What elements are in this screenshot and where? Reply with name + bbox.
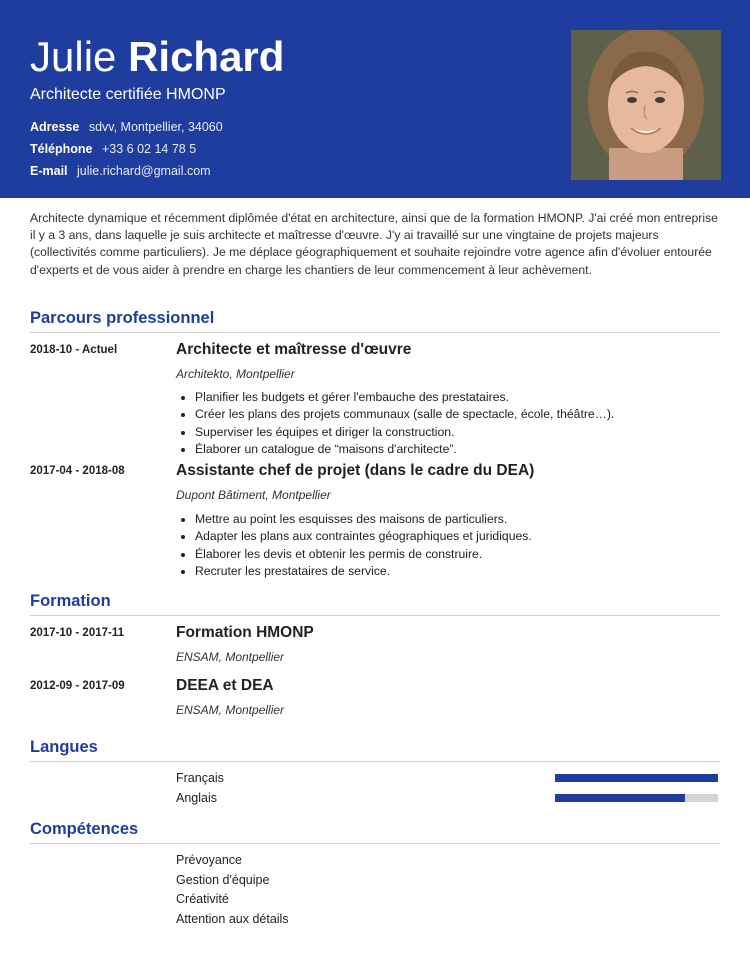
section-title-languages: Langues	[30, 737, 720, 762]
profile-summary: Architecte dynamique et récemment diplômée d'état en architecture, ainsi que de la formation HMONP. J'ai créé mon entreprise il y a 3 ans, dans laquelle je suis architecte et maîtresse d'œuvre. J'y ai travaillé sur une vingtaine de projets majeurs (collectivités comme particuliers). Je me déplace géographiquement et souhaite rejoindre votre agence afin d'évoluer entourée d'experts et de vous aider à prendre en charge les chantiers de leur commencement à leur achèvement.	[30, 211, 718, 277]
task-item: • Mettre au point les esquisses des maisons de particuliers.	[195, 511, 532, 528]
education-school: ENSAM, Montpellier	[176, 650, 285, 664]
task-item: • Créer les plans des projets communaux (salle de spectacle, école, théâtre…).	[195, 406, 614, 423]
education-degree: Formation HMONP	[176, 624, 314, 641]
contact-label: Adresse	[30, 120, 80, 134]
task-item: • Élaborer les devis et obtenir les permis de construire.	[195, 546, 532, 563]
language-level-fill	[555, 774, 718, 782]
experience-tasks	[176, 511, 532, 580]
first-name: Julie	[30, 33, 117, 80]
skill-item: Attention aux détails	[176, 912, 289, 926]
task-item: • Planifier les budgets et gérer l'embauche des prestataires.	[195, 389, 614, 406]
portrait-illustration	[571, 30, 721, 180]
contact-label: Téléphone	[30, 142, 93, 156]
language-level-bar	[555, 774, 718, 782]
profile-photo	[571, 30, 721, 180]
experience-company: Architekto, Montpellier	[176, 367, 295, 381]
education-school: ENSAM, Montpellier	[176, 703, 285, 717]
experience-company: Dupont Bâtiment, Montpellier	[176, 488, 331, 502]
skill-item: Prévoyance	[176, 853, 243, 867]
education-date: 2017-10 - 2017-11	[30, 627, 124, 639]
language-name: Anglais	[176, 791, 217, 805]
contact-value: sdvv, Montpellier, 34060	[88, 120, 223, 134]
contact-label: E-mail	[30, 164, 68, 178]
task-item: • Recruter les prestataires de service.	[195, 563, 532, 580]
section-title-experience: Parcours professionnel	[30, 308, 720, 333]
task-item: • Superviser les équipes et diriger la construction.	[195, 424, 614, 441]
language-level-fill	[555, 794, 685, 802]
contact-email	[30, 163, 211, 179]
task-item: • Élaborer un catalogue de “maisons d'architecte”.	[195, 441, 614, 458]
skill-item: Créativité	[176, 892, 229, 906]
skill-item: Gestion d'équipe	[176, 873, 270, 887]
section-title-skills: Compétences	[30, 819, 720, 844]
contact-address	[30, 119, 223, 135]
language-name: Français	[176, 771, 224, 785]
contact-value: julie.richard@gmail.com	[77, 164, 211, 178]
last-name: Richard	[128, 33, 285, 80]
resume-header	[0, 0, 750, 198]
task-item: • Adapter les plans aux contraintes géographiques et juridiques.	[195, 528, 532, 545]
section-title-education: Formation	[30, 591, 720, 616]
candidate-name	[30, 32, 284, 82]
experience-tasks	[176, 389, 614, 458]
contact-phone	[30, 141, 196, 157]
education-degree: DEEA et DEA	[176, 677, 274, 694]
experience-role: Architecte et maîtresse d'œuvre	[176, 341, 412, 358]
job-title: Architecte certifiée HMONP	[30, 86, 226, 103]
experience-role: Assistante chef de projet (dans le cadre du DEA)	[176, 462, 535, 479]
experience-date: 2018-10 - Actuel	[30, 344, 118, 356]
education-date: 2012-09 - 2017-09	[30, 680, 125, 692]
experience-date: 2017-04 - 2018-08	[30, 465, 125, 477]
contact-value: +33 6 02 14 78 5	[102, 142, 197, 156]
language-level-bar	[555, 794, 718, 802]
